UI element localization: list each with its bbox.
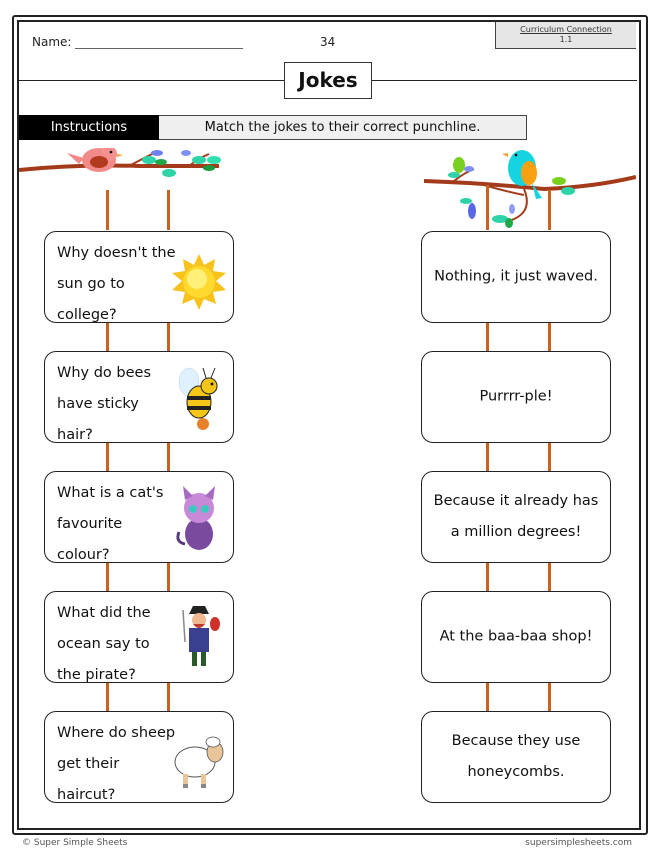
sheep-icon [171, 722, 227, 794]
rope [548, 323, 551, 351]
punchline-card[interactable] [421, 351, 611, 443]
bee-icon [171, 362, 227, 434]
joke-card[interactable] [44, 711, 234, 803]
rope [548, 683, 551, 711]
rope [486, 683, 489, 711]
joke-card[interactable] [44, 471, 234, 563]
rope [486, 563, 489, 591]
punchline-text: At the baa-baa shop! [439, 628, 593, 645]
rope [486, 323, 489, 351]
joke-text: Where do sheep get their haircut? [57, 725, 176, 803]
footer-website[interactable]: supersimplesheets.com [525, 838, 632, 848]
rope [167, 190, 170, 230]
rope [548, 190, 551, 230]
rope [548, 563, 551, 591]
rope [548, 443, 551, 471]
rope [486, 443, 489, 471]
punchline-text: Because it already has a million degrees! [433, 493, 599, 540]
name-field[interactable] [32, 35, 243, 49]
instructions-label: Instructions [19, 115, 159, 140]
blue-bird-branch-icon [424, 143, 636, 228]
curriculum-code: 1.1 [559, 35, 573, 44]
punchline-card[interactable] [421, 471, 611, 563]
joke-text: What is a cat's favourite colour? [57, 485, 164, 563]
instructions-bar [19, 115, 527, 140]
joke-card[interactable] [44, 231, 234, 323]
pink-bird-branch-icon [19, 148, 234, 200]
curriculum-connection-box [495, 22, 636, 49]
punchline-card[interactable] [421, 591, 611, 683]
joke-text: What did the ocean say to the pirate? [57, 605, 151, 683]
name-blank-line[interactable] [75, 36, 243, 49]
punchline-text: Purrrr-ple! [479, 388, 553, 405]
rope [106, 190, 109, 230]
joke-card[interactable] [44, 591, 234, 683]
joke-text: Why do bees have sticky hair? [57, 365, 152, 443]
page-title: Jokes [284, 62, 372, 99]
punchline-card[interactable] [421, 711, 611, 803]
rope [486, 185, 489, 230]
punchline-text: Nothing, it just waved. [434, 268, 598, 285]
joke-card[interactable] [44, 351, 234, 443]
punchline-card[interactable] [421, 231, 611, 323]
page-number: 34 [320, 35, 336, 49]
name-label: Name: [32, 35, 72, 49]
punchline-text: Because they use honeycombs. [451, 733, 581, 780]
footer-copyright: © Super Simple Sheets [22, 838, 128, 848]
instructions-text: Match the jokes to their correct punchline. [159, 115, 527, 140]
sun-icon [171, 242, 227, 314]
curriculum-title: Curriculum Connection [520, 25, 612, 34]
pirate-icon [171, 602, 227, 674]
cat-icon [171, 482, 227, 554]
joke-text: Why doesn't the sun go to college? [57, 245, 176, 323]
